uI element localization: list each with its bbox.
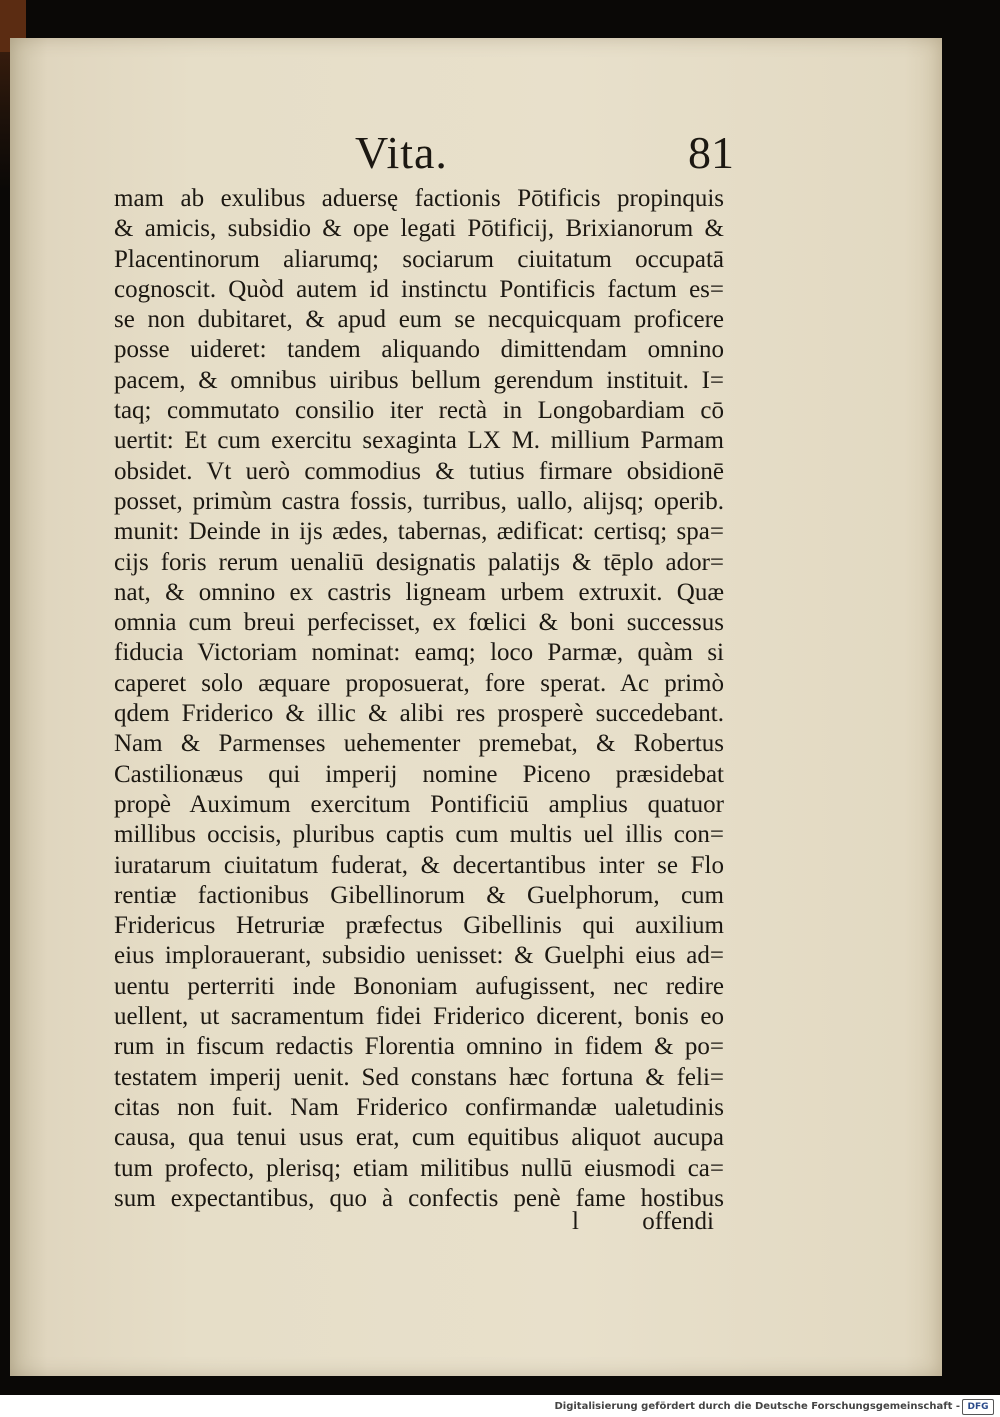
text-line: munit: Deinde in ijs ædes, tabernas, ædificat: certisq; spa= [114,518,724,546]
text-line: mam ab exulibus aduersę factionis Pōtificis propinquis [114,185,724,212]
text-line: obsidet. Vt uerò commodius & tutius firmare obsidionē [114,457,724,485]
text-line: Placentinorum aliarumq; sociarum ciuitatum occupatā [114,245,724,273]
dfg-logo-icon: DFG [962,1399,994,1415]
text-line: cognoscit. Quòd autem id instinctu Pontificis factum es= [114,275,724,303]
text-line: Nam & Parmenses uehementer premebat, & Robertus [114,730,724,758]
text-line: causa, qua tenui usus erat, cum equitibus aliquot aucupa [114,1124,724,1152]
text-line: eius implorauerant, subsidio uenisset: & Guelphi eius ad= [114,942,724,970]
text-line: omnia cum breui perfecisset, ex fœlici & boni successus [114,609,724,637]
text-line: cijs foris rerum uenaliū designatis palatijs & tēplo ador= [114,548,724,576]
text-line: tum profecto, plerisq; etiam militibus nullū eiusmodi ca= [114,1154,724,1182]
text-line: uertit: Et cum exercitu sexaginta LX M. millium Parmam [114,427,724,455]
text-line: se non dubitaret, & apud eum se necquicquam proficere [114,306,724,334]
text-line: posset, primùm castra fossis, turribus, uallo, alijsq; operib. [114,487,724,515]
text-line: rum in fiscum redactis Florentia omnino in fidem & po= [114,1033,724,1061]
text-line: & amicis, subsidio & ope legati Pōtificij, Brixianorum & [114,215,724,243]
text-line: millibus occisis, pluribus captis cum multis uel illis con= [114,821,724,849]
page-number: 81 [688,127,734,178]
text-line: rentiæ factionibus Gibellinorum & Guelphorum, cum [114,881,724,909]
text-line: fiducia Victoriam nominat: eamq; loco Parmæ, quàm si [114,639,724,667]
running-title: Vita. [355,127,448,178]
catchword-row [114,1208,714,1242]
text-line: uentu perterriti inde Bononiam aufugissent, nec redire [114,972,724,1000]
text-line: propè Auximum exercitum Pontificiū amplius quatuor [114,790,724,818]
footer-credit: Digitalisierung gefördert durch die Deutsche Forschungsgemeinschaft - [554,1401,960,1412]
signature-mark: l [572,1208,579,1235]
text-line: caperet solo æquare proposuerat, fore sperat. Ac primò [114,669,724,697]
text-line: nat, & omnino ex castris ligneam urbem extruxit. Quæ [114,578,724,606]
text-line: uellent, ut sacramentum fidei Friderico dicerent, bonis eo [114,1003,724,1031]
text-line: iuratarum ciuitatum fuderat, & decertantibus inter se Flo [114,851,724,879]
text-block [114,184,724,1214]
text-line: taq; commutato consilio iter rectà in Longobardiam cō [114,397,724,425]
text-line: posse uideret: tandem aliquando dimittendam omnino [114,336,724,364]
text-line: qdem Friderico & illic & alibi res prosperè succedebant. [114,700,724,728]
catchword: offendi [642,1208,714,1235]
text-line: citas non fuit. Nam Friderico confirmandæ ualetudinis [114,1093,724,1121]
text-line: pacem, & omnibus uiribus bellum gerendum instituit. I= [114,366,724,394]
text-line: Castilionæus qui imperij nomine Piceno præsidebat [114,760,724,788]
text-line: testatem imperij uenit. Sed constans hæc fortuna & feli= [114,1063,724,1091]
text-line: sum expectantibus, quo à confectis penè fame hostibus [114,1184,724,1212]
text-line: Fridericus Hetruriæ præfectus Gibellinis qui auxilium [114,912,724,940]
